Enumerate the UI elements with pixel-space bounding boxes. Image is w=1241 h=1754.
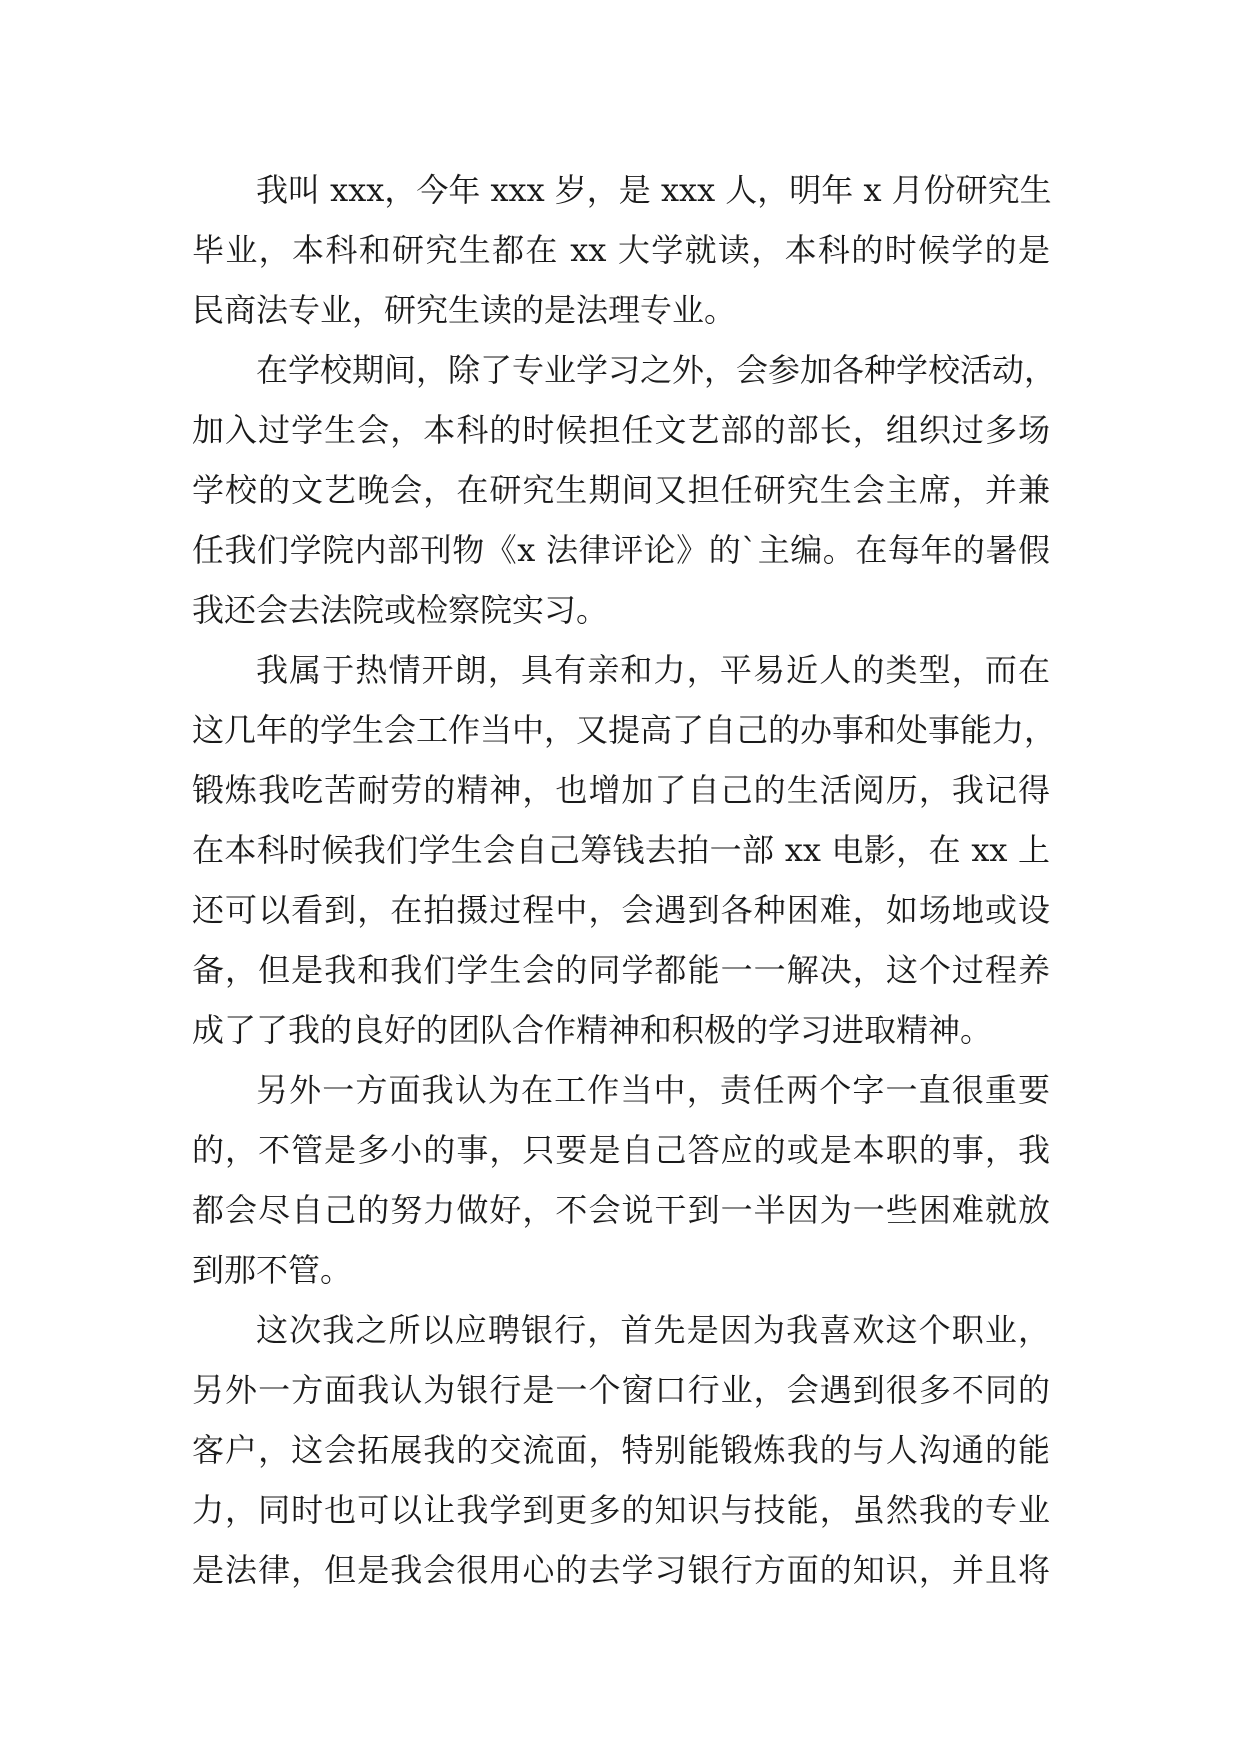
text-line: 我属于热情开朗，具有亲和力，平易近人的类型，而在: [256, 651, 1050, 689]
text-line: 到那不管。: [192, 1251, 353, 1289]
text-line: 我叫 xxx，今年 xxx 岁，是 xxx 人，明年 x 月份研究生: [256, 171, 1052, 209]
text-line: 备，但是我和我们学生会的同学都能一一解决，这个过程养: [192, 951, 1050, 989]
text-line: 客户，这会拓展我的交流面，特别能锻炼我的与人沟通的能: [192, 1431, 1050, 1469]
text-line: 另外一方面我认为在工作当中，责任两个字一直很重要: [256, 1071, 1050, 1109]
text-line: 在学校期间，除了专业学习之外，会参加各种学校活动，: [256, 351, 1057, 389]
text-line: 这几年的学生会工作当中，又提高了自己的办事和处事能力，: [192, 711, 1057, 749]
paragraph: [192, 160, 1050, 340]
paragraph: [192, 1300, 1050, 1600]
document-body: [192, 160, 1057, 1600]
text-line: 锻炼我吃苦耐劳的精神，也增加了自己的生活阅历，我记得: [192, 771, 1050, 809]
text-line: 我还会去法院或检察院实习。: [192, 591, 609, 629]
text-line: 都会尽自己的努力做好，不会说干到一半因为一些困难就放: [192, 1191, 1050, 1229]
paragraph: [192, 1060, 1050, 1300]
text-line: 是法律，但是我会很用心的去学习银行方面的知识，并且将: [192, 1551, 1050, 1589]
text-line: 成了了我的良好的团队合作精神和积极的学习进取精神。: [192, 1011, 993, 1049]
text-line: 学校的文艺晚会，在研究生期间又担任研究生会主席，并兼: [192, 471, 1050, 509]
text-line: 力，同时也可以让我学到更多的知识与技能，虽然我的专业: [192, 1491, 1050, 1529]
text-line: 民商法专业，研究生读的是法理专业。: [192, 291, 737, 329]
text-line: 的，不管是多小的事，只要是自己答应的或是本职的事，我: [192, 1131, 1050, 1169]
text-line: 另外一方面我认为银行是一个窗口行业，会遇到很多不同的: [192, 1371, 1050, 1409]
text-line: 毕业，本科和研究生都在 xx 大学就读，本科的时候学的是: [192, 231, 1050, 269]
text-line: 还可以看到，在拍摄过程中，会遇到各种困难，如场地或设: [192, 891, 1050, 929]
paragraph: [192, 640, 1057, 1060]
text-line: 任我们学院内部刊物《x 法律评论》的`主编。在每年的暑假: [192, 531, 1050, 569]
text-line: 加入过学生会，本科的时候担任文艺部的部长，组织过多场: [192, 411, 1050, 449]
paragraph: [192, 340, 1057, 640]
text-line: 在本科时候我们学生会自己筹钱去拍一部 xx 电影，在 xx 上: [192, 831, 1050, 869]
text-line: 这次我之所以应聘银行，首先是因为我喜欢这个职业，: [256, 1311, 1050, 1349]
